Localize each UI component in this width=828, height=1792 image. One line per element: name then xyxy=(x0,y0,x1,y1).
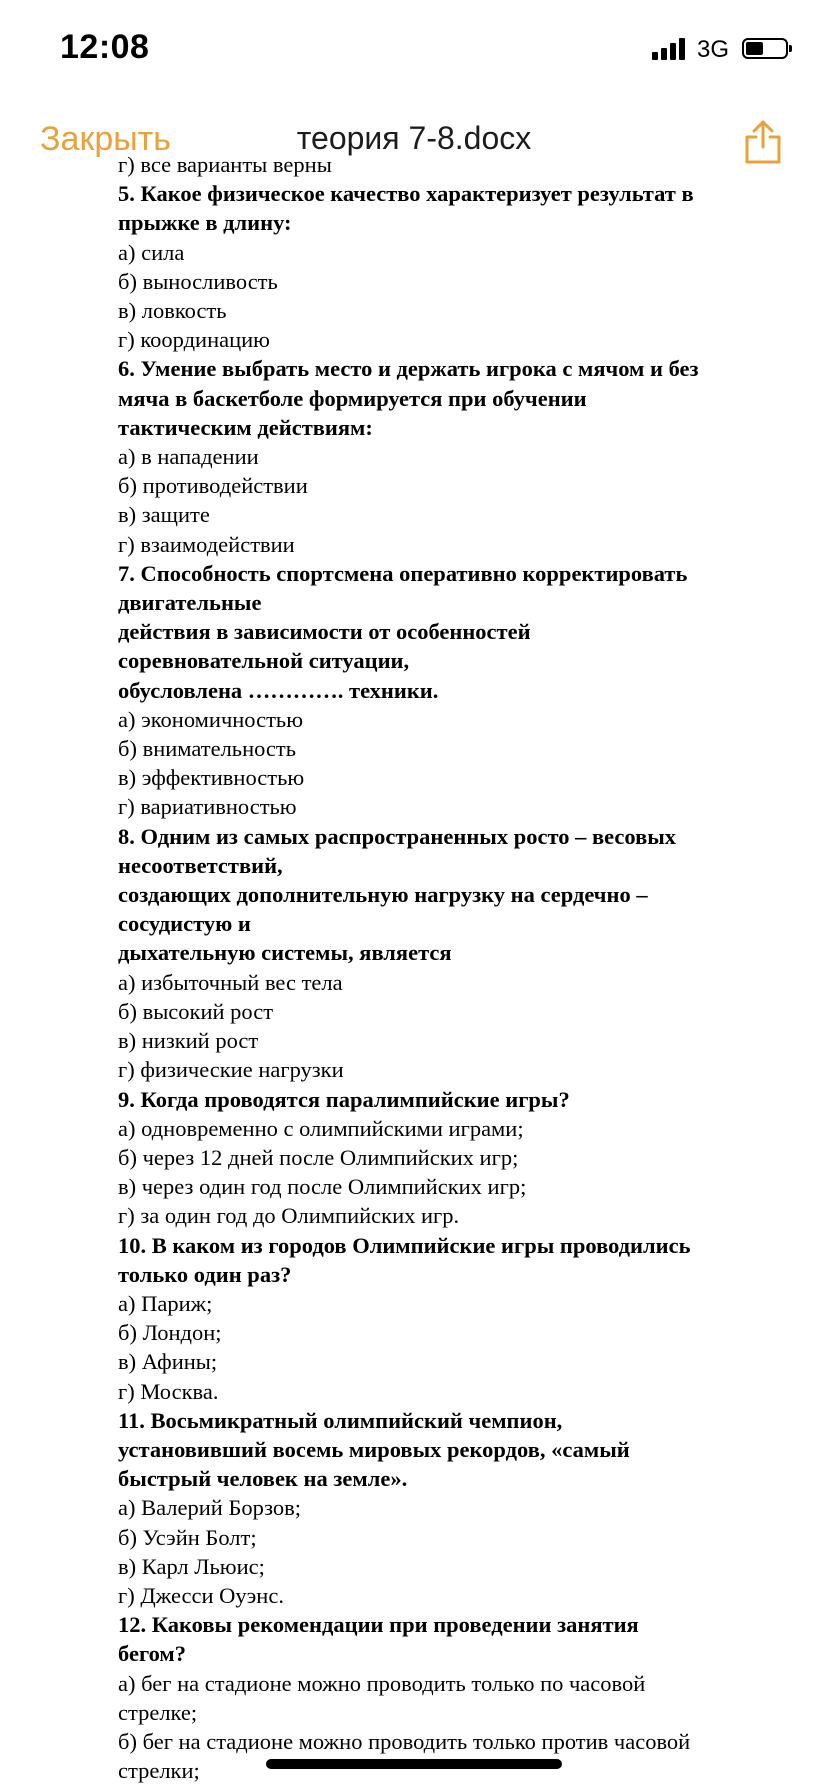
answer-option: б) внимательность xyxy=(118,736,297,762)
question-text-line: сосудистую и xyxy=(118,911,251,937)
document-title: теория 7-8.docx xyxy=(296,120,532,156)
answer-option: г) Джесси Оуэнс. xyxy=(118,1582,284,1608)
answer-option: г) координацию xyxy=(118,327,270,353)
answer-option: б) через 12 дней после Олимпийских игр; xyxy=(118,1144,519,1170)
answer-option: в) ловкость xyxy=(118,298,227,324)
answer-option: а) Париж; xyxy=(118,1290,213,1316)
answer-option: б) противодействии xyxy=(118,473,308,499)
question-text-line: 7. Способность спортсмена оперативно корректировать xyxy=(118,560,688,586)
question-text-line: быстрый человек на земле». xyxy=(118,1466,408,1492)
question-text-line: 5. Какое физическое качество характеризует результат в xyxy=(118,181,694,207)
answer-option: а) в нападении xyxy=(118,444,259,470)
question-text-line: мяча в баскетболе формируется при обучении xyxy=(118,385,587,411)
question-text-line: 12. Каковы рекомендации при проведении занятия xyxy=(118,1612,639,1638)
answer-option: в) низкий рост xyxy=(118,1028,259,1054)
clipped-answer-line: г) все варианты верны xyxy=(118,152,332,177)
answer-option: г) Москва. xyxy=(118,1378,219,1404)
question-text-line: 11. Восьмикратный олимпийский чемпион, xyxy=(118,1407,563,1433)
question-block xyxy=(118,354,798,558)
answer-option: в) через один год после Олимпийских игр; xyxy=(118,1174,527,1200)
answer-option: а) Валерий Борзов; xyxy=(118,1495,302,1521)
status-bar xyxy=(0,0,828,100)
answer-option: а) избыточный вес тела xyxy=(118,969,343,995)
document-viewport[interactable] xyxy=(0,152,828,1792)
answer-option: стрелки; xyxy=(118,1758,200,1784)
answer-option: г) взаимодействии xyxy=(118,531,295,557)
answer-option: б) высокий рост xyxy=(118,998,274,1024)
question-text-line: тактическим действиям: xyxy=(118,414,373,440)
answer-option: в) Афины; xyxy=(118,1349,218,1375)
answer-option: в) эффективностью xyxy=(118,765,305,791)
question-text-line: 8. Одним из самых распространенных росто – весовых xyxy=(118,823,677,849)
question-block xyxy=(118,559,798,822)
question-block xyxy=(118,179,798,354)
answer-option: б) бег на стадионе можно проводить только против часовой xyxy=(118,1728,691,1754)
status-time: 12:08 xyxy=(60,28,150,66)
answer-option: б) выносливость xyxy=(118,268,278,294)
question-block xyxy=(118,822,798,1085)
question-block xyxy=(118,1085,798,1231)
question-text-line: установивший восемь мировых рекордов, «самый xyxy=(118,1436,630,1462)
answer-option: а) одновременно с олимпийскими играми; xyxy=(118,1115,524,1141)
answer-option: в) защите xyxy=(118,502,210,528)
answer-option: г) за один год до Олимпийских игр. xyxy=(118,1203,460,1229)
answer-option: стрелке; xyxy=(118,1699,198,1725)
question-text-line: прыжке в длину: xyxy=(118,210,292,236)
battery-icon xyxy=(742,38,788,59)
question-block xyxy=(118,1231,798,1406)
question-text-line: 10. В каком из городов Олимпийские игры проводились xyxy=(118,1232,691,1258)
question-text-line: 6. Умение выбрать место и держать игрока с мячом и без xyxy=(118,356,699,382)
answer-option: г) физические нагрузки xyxy=(118,1057,344,1083)
answer-option: г) вариативностью xyxy=(118,794,297,820)
question-text-line: двигательные xyxy=(118,590,262,616)
question-text-line: бегом? xyxy=(118,1641,186,1667)
question-text-line: дыхательную системы, является xyxy=(118,940,452,966)
network-type: 3G xyxy=(697,36,730,63)
close-button[interactable]: Закрыть xyxy=(40,120,171,158)
answer-option: б) Лондон; xyxy=(118,1320,222,1346)
answer-option: а) бег на стадионе можно проводить только по часовой xyxy=(118,1670,646,1696)
question-text-line: действия в зависимости от особенностей xyxy=(118,619,531,645)
home-indicator[interactable] xyxy=(266,1759,562,1769)
question-text-line: несоответствий, xyxy=(118,852,283,878)
document-content xyxy=(118,152,798,1785)
answer-option: а) сила xyxy=(118,239,185,265)
question-block xyxy=(118,1406,798,1610)
answer-option: в) Карл Льюис; xyxy=(118,1553,265,1579)
question-text-line: соревновательной ситуации, xyxy=(118,648,410,674)
question-text-line: создающих дополнительную нагрузку на сердечно – xyxy=(118,882,648,908)
question-text-line: 9. Когда проводятся паралимпийские игры? xyxy=(118,1086,570,1112)
question-text-line: только один раз? xyxy=(118,1261,292,1287)
question-text-line: обусловлена …………. техники. xyxy=(118,677,439,703)
answer-option: б) Усэйн Болт; xyxy=(118,1524,257,1550)
answer-option: а) экономичностью xyxy=(118,706,303,732)
